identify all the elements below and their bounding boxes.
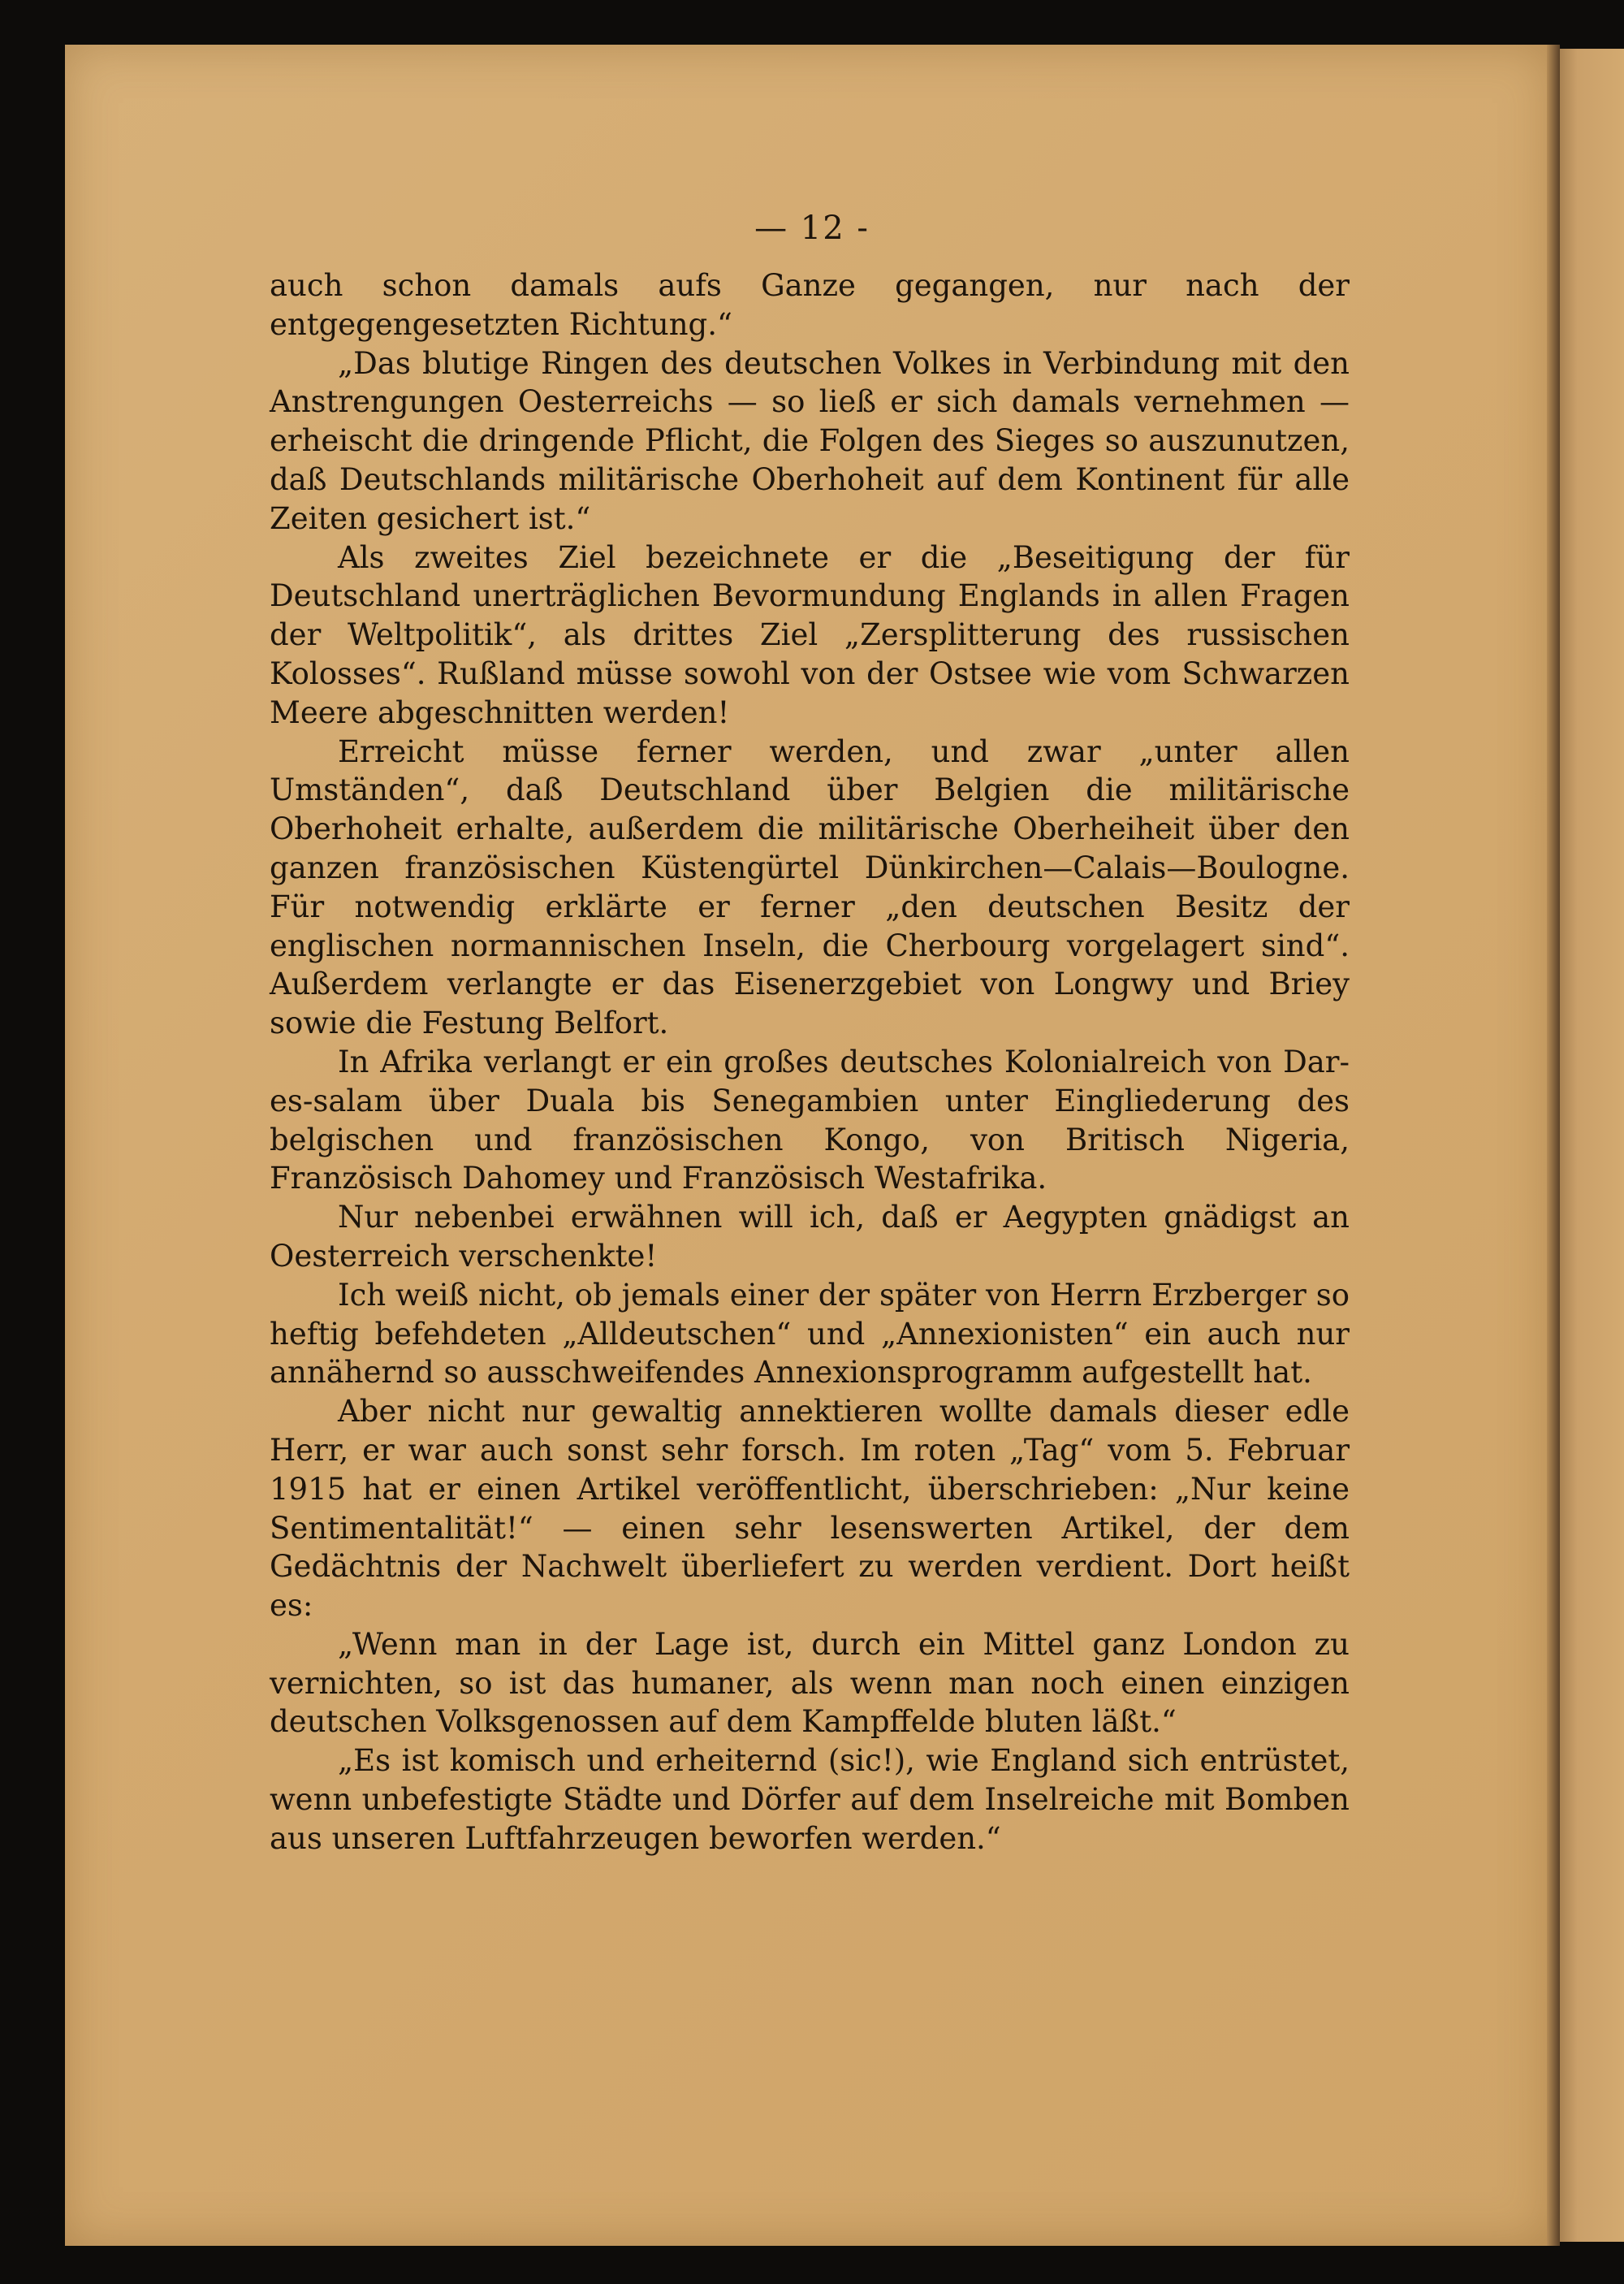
paragraph-4: Erreicht müsse ferner werden, und zwar „unter allen Umständen“, daß Deutschland über Belgien die militärische Oberhoheit erhalte, außerdem die militärische Oberheiheit über den ganzen französischen Küstengürtel Dünkirchen—Calais—Boulogne. Für notwendig erklärte er ferner „den deutschen Besitz der englischen normannischen Inseln, die Cherbourg vorgelagert sind“. Außerdem verlangte er das Eisenerzgebiet von Longwy und Briey sowie die Festung Belfort. — [270, 733, 1350, 1041]
paragraph-9: „Wenn man in der Lage ist, durch ein Mittel ganz London zu vernichten, so ist das humaner, als wenn man noch einen einzigen deutschen Volksgenossen auf dem Kampffelde bluten läßt.“ — [270, 1626, 1350, 1740]
page-gutter — [1547, 45, 1560, 2246]
body-text — [270, 266, 1350, 1858]
page-number: — 12 - — [754, 210, 870, 247]
paragraph-10: „Es ist komisch und erheiternd (sic!), wie England sich entrüstet, wenn unbefestigte Städte und Dörfer auf dem Inselreiche mit Bomben aus unseren Luftfahrzeugen beworfen werden.“ — [270, 1743, 1350, 1856]
paragraph-3: Als zweites Ziel bezeichnete er die „Beseitigung der für Deutschland unerträglichen Bevormundung Englands in allen Fragen der Weltpolitik“, als drittes Ziel „Zersplitterung des russischen Kolosses“. Rußland müsse sowohl von der Ostsee wie vom Schwarzen Meere abgeschnitten werden! — [270, 539, 1350, 730]
paragraph-6: Nur nebenbei erwähnen will ich, daß er Aegypten gnädigst an Oesterreich verschenkte! — [270, 1200, 1350, 1274]
paragraph-1: auch schon damals aufs Ganze gegangen, nur nach der entgegengesetzten Richtung.“ — [270, 268, 1350, 342]
paragraph-8: Aber nicht nur gewaltig annektieren wollte damals dieser edle Herr, er war auch sonst sehr forsch. Im roten „Tag“ vom 5. Februar 1915 hat er einen Artikel veröffentlicht, überschrieben: „Nur keine Sentimentalität!“ — einen sehr lesenswerten Artikel, der dem Gedächtnis der Nachwelt überliefert zu werden verdient. Dort heißt es: — [270, 1394, 1350, 1624]
paragraph-7: Ich weiß nicht, ob jemals einer der später von Herrn Erzberger so heftig befehdeten „Alldeutschen“ und „Annexionisten“ ein auch nur annähernd so ausschweifendes Annexionsprogramm aufgestellt hat. — [270, 1277, 1350, 1391]
facing-page-edge — [1557, 49, 1624, 2242]
paragraph-5: In Afrika verlangt er ein großes deutsches Kolonialreich von Dar-es-salam über Duala bis Senegambien unter Eingliederung des belgischen und französischen Kongo, von Britisch Nigeria, Französisch Dahomey und Französisch Westafrika. — [270, 1044, 1350, 1196]
paragraph-2: „Das blutige Ringen des deutschen Volkes in Verbindung mit den Anstrengungen Oesterreichs — so ließ er sich damals vernehmen — erheischt die dringende Pflicht, die Folgen des Sieges so auszunutzen, daß Deutschlands militärische Oberhoheit auf dem Kontinent für alle Zeiten gesichert ist.“ — [270, 345, 1350, 536]
